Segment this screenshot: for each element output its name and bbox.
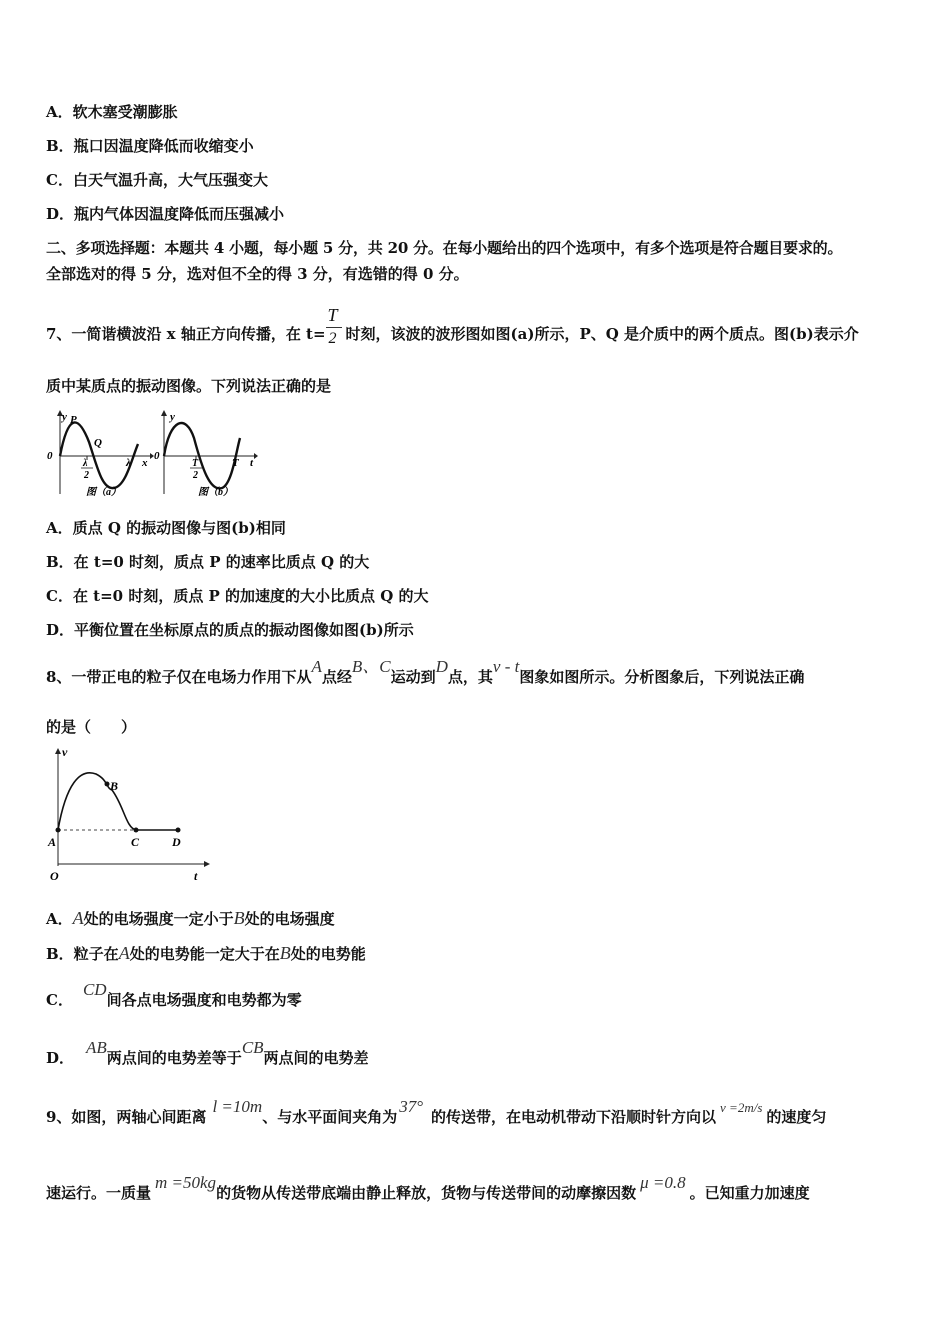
wave-curve-a bbox=[60, 422, 138, 488]
q7-stem bbox=[46, 305, 859, 355]
vt-point-a bbox=[56, 828, 61, 833]
q9-angle: 37° bbox=[399, 1097, 424, 1116]
fig-a-caption: 图（a） bbox=[86, 487, 121, 498]
q9-t6: 的货物从传送带底端由静止释放，货物与传送带间的动摩擦因数 bbox=[216, 1184, 637, 1202]
q8-optA-s2: B bbox=[233, 908, 245, 928]
q7-option-d: D．平衡位置在坐标原点的质点的振动图像如图(b)所示 bbox=[46, 621, 414, 639]
q8-stem bbox=[46, 657, 805, 687]
q8-option-d bbox=[46, 1038, 369, 1068]
q9-v: v =2m/s bbox=[720, 1100, 763, 1115]
fig-b-half-den: 2 bbox=[193, 470, 198, 481]
fig-b-origin: 0 bbox=[154, 450, 160, 462]
section2-line1: 二、多项选择题：本题共 4 小题，每小题 5 分，共 20 分。在每小题给出的四个选项中，有多个选项是符合题目要求的。 bbox=[46, 239, 843, 257]
vt-point-d bbox=[176, 828, 181, 833]
q8-optD-p3: 两点间的电势差 bbox=[263, 1049, 369, 1067]
vt-c-label: C bbox=[131, 835, 140, 849]
q8-optD-s1: AB bbox=[86, 1038, 107, 1057]
q9-t3: 的传送带，在电动机带动下沿顺时针方向以 bbox=[431, 1108, 717, 1126]
q7-stem-part2: 时刻，该波的波形图如图(a)所示，P、Q 是介质中的两个质点。图(b)表示介 bbox=[345, 325, 859, 343]
q8-vt: v - t bbox=[492, 657, 520, 676]
fig-b-caption: 图（b） bbox=[198, 487, 233, 498]
q9-stem-line2 bbox=[46, 1173, 810, 1203]
vt-point-c bbox=[134, 828, 139, 833]
q8-optD-p1: D． bbox=[46, 1049, 75, 1067]
fig-a-p: P bbox=[70, 414, 77, 426]
q8-optB-s1: A bbox=[118, 943, 130, 963]
q7-option-c: C．在 t=0 时刻，质点 P 的加速度的大小比质点 Q 的大 bbox=[46, 587, 429, 605]
q8-t1: 8、一带正电的粒子仅在电场力作用下从 bbox=[46, 668, 312, 686]
q8-A: A bbox=[311, 657, 322, 676]
q8-optD-p2: 两点间的电势差等于 bbox=[106, 1049, 242, 1067]
q9-stem-line1 bbox=[46, 1097, 827, 1128]
q7-stem-part1: 7、一简谐横波沿 x 轴正方向传播，在 t= bbox=[46, 325, 326, 343]
section2-line2: 全部选对的得 5 分，选对但不全的得 3 分，有选错的得 0 分。 bbox=[46, 265, 469, 283]
q6-option-b: B．瓶口因温度降低而收缩变小 bbox=[46, 137, 254, 155]
fig-b-y: y bbox=[170, 411, 175, 423]
q8-optB-s2: B bbox=[279, 943, 291, 963]
fig-a-y: y bbox=[62, 411, 67, 423]
q9-t4: 的速度匀 bbox=[766, 1108, 827, 1126]
q8-optB-p2: 处的电势能一定大于在 bbox=[129, 945, 280, 963]
q9-l: l =10m bbox=[212, 1097, 263, 1116]
q8-t4: 点，其 bbox=[447, 668, 493, 686]
fig-a-origin: 0 bbox=[47, 450, 53, 462]
q8-optC-s1: CD bbox=[82, 980, 107, 999]
fig-a-q: Q bbox=[94, 437, 102, 449]
q8-vt-graph bbox=[44, 744, 214, 884]
q6-option-c: C．白天气温升高，大气压强变大 bbox=[46, 171, 268, 189]
q7-option-a: A．质点 Q 的振动图像与图(b)相同 bbox=[46, 519, 286, 537]
q8-optB-p1: B．粒子在 bbox=[46, 945, 119, 963]
q6-option-d: D．瓶内气体因温度降低而压强减小 bbox=[46, 205, 285, 223]
q7-figure-b bbox=[156, 408, 260, 500]
vt-origin: O bbox=[50, 869, 59, 883]
q9-mu: μ =0.8 bbox=[640, 1173, 686, 1192]
q8-t3: 运动到 bbox=[390, 668, 436, 686]
q7-stem-line2: 质中某质点的振动图像。下列说法正确的是 bbox=[46, 377, 332, 395]
q6-option-a: A．软木塞受潮膨胀 bbox=[46, 103, 178, 121]
q9-t7: 。已知重力加速度 bbox=[689, 1184, 810, 1202]
fig-a-half-den: 2 bbox=[84, 470, 89, 481]
vt-a-label: A bbox=[48, 835, 57, 849]
vt-t: t bbox=[194, 869, 198, 883]
q8-t2: 点经 bbox=[321, 668, 352, 686]
q7-option-b: B．在 t=0 时刻，质点 P 的速率比质点 Q 的大 bbox=[46, 553, 370, 571]
q8-option-b bbox=[46, 943, 366, 964]
q8-optC-p1: C． bbox=[46, 991, 73, 1009]
vt-point-b bbox=[105, 782, 110, 787]
vt-b-label: B bbox=[110, 779, 119, 793]
q9-t5: 速运行。一质量 bbox=[46, 1184, 152, 1202]
q8-t5: 图象如图所示。分析图象后，下列说法正确 bbox=[519, 668, 805, 686]
q8-D: D bbox=[435, 657, 448, 676]
q9-t2: 、与水平面间夹角为 bbox=[262, 1108, 398, 1126]
fig-a-half-num: λ bbox=[83, 458, 88, 469]
q8-option-c bbox=[46, 980, 302, 1010]
q9-m: m =50kg bbox=[155, 1173, 217, 1192]
q7-frac-den: 2 bbox=[328, 330, 337, 347]
vt-v: v bbox=[62, 745, 68, 759]
fig-b-half-num: T bbox=[192, 458, 199, 469]
q8-stem-line2: 的是（ ） bbox=[46, 718, 137, 736]
q8-BC: B、C bbox=[351, 657, 391, 676]
fig-b-t: t bbox=[250, 457, 254, 469]
q8-optA-p2: 处的电场强度一定小于 bbox=[83, 910, 234, 928]
q7-frac-num: T bbox=[327, 305, 338, 325]
q8-optC-p2: 间各点电场强度和电势都为零 bbox=[106, 991, 302, 1009]
q8-option-a bbox=[46, 908, 335, 929]
q8-optD-s2: CB bbox=[241, 1038, 264, 1057]
q8-optA-p3: 处的电场强度 bbox=[244, 910, 335, 928]
fig-a-lambda: λ bbox=[126, 457, 131, 469]
q7-fraction bbox=[326, 305, 346, 345]
q8-optA-s1: A bbox=[72, 908, 84, 928]
q9-t1: 9、如图，两轴心间距离 bbox=[46, 1108, 207, 1126]
q8-optB-p3: 处的电势能 bbox=[290, 945, 366, 963]
q8-optA-p1: A． bbox=[46, 910, 73, 928]
fig-a-x: x bbox=[142, 457, 148, 469]
q7-figure-a bbox=[42, 408, 154, 500]
vt-d-label: D bbox=[172, 835, 181, 849]
fig-b-t-label: T bbox=[232, 457, 239, 469]
